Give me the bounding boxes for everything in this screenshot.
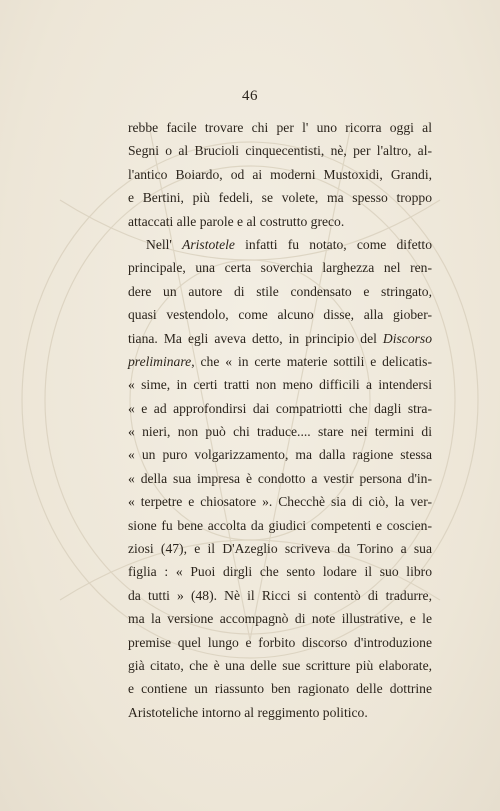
italic-title: preliminare <box>128 353 192 369</box>
text-line: rebbe facile trovare chi per l' uno ricorra oggi al <box>128 120 432 135</box>
text-line: da tutti » (48). Nè il Ricci si contentò di tradurre, <box>128 587 432 603</box>
text-segment: infatti fu notato, come difetto <box>234 236 432 252</box>
text-line: principale, una certa soverchia larghezza nel ren- <box>128 260 432 276</box>
text-line: premise quel lungo e forbito discorso d'introduzione <box>128 634 432 650</box>
text-line: Aristoteliche intorno al reggimento politico. <box>128 704 368 720</box>
text-segment: Nell' <box>146 236 183 252</box>
italic-title: Aristotele <box>182 236 235 252</box>
text-line: « un puro volgarizzamento, ma dalla ragione stessa <box>128 447 432 463</box>
text-line: attaccati alle parole e al costrutto greco. <box>128 213 345 229</box>
text-line: Segni o al Brucioli cinquecentisti, nè, per l'altro, al- <box>128 143 432 159</box>
text-line <box>128 327 432 350</box>
text-line: sione fu bene accolta da giudici competenti e coscien- <box>128 517 432 533</box>
text-line <box>128 350 432 373</box>
text-line: figlia : « Puoi dirgli che sento lodare il suo libro <box>128 564 432 580</box>
text-segment: tiana. Ma egli aveva detto, in principio del <box>128 330 383 346</box>
text-line: « nieri, non può chi traduce.... stare nei termini di <box>128 424 432 440</box>
italic-title: Discorso <box>382 330 432 346</box>
text-line: « della sua impresa è condotto a vestir persona d'in- <box>128 470 432 486</box>
text-line: quasi vestendolo, come alcuno disse, alla giober- <box>128 307 432 323</box>
text-line: ziosi (47), e il D'Azeglio scriveva da Torino a sua <box>128 541 432 557</box>
text-segment: , che « in certe materie sottili e delicatis- <box>191 353 432 369</box>
text-line: dere un autore di stile condensato e stringato, <box>128 283 432 299</box>
text-line: « sime, in certi tratti non meno difficili a intendersi <box>128 377 432 393</box>
text-line: già citato, che è una delle sue scritture più elaborate, <box>128 657 432 673</box>
text-line: e Bertini, più fedeli, se volete, ma spesso troppo <box>128 190 432 206</box>
page-number: 46 <box>242 88 258 104</box>
body-text <box>128 116 432 724</box>
text-line: « terpetre e chiosatore ». Checchè sia di ciò, la ver- <box>128 494 432 510</box>
text-line: l'antico Boiardo, od ai moderni Mustoxidi, Grandi, <box>128 166 432 182</box>
text-line: ma la versione accompagnò di note illustrative, e le <box>128 611 432 627</box>
text-line: « e ad approfondirsi dai compatriotti che dagli stra- <box>128 400 432 416</box>
text-line <box>128 233 432 256</box>
text-line: e contiene un riassunto ben ragionato delle dottrine <box>128 681 432 697</box>
